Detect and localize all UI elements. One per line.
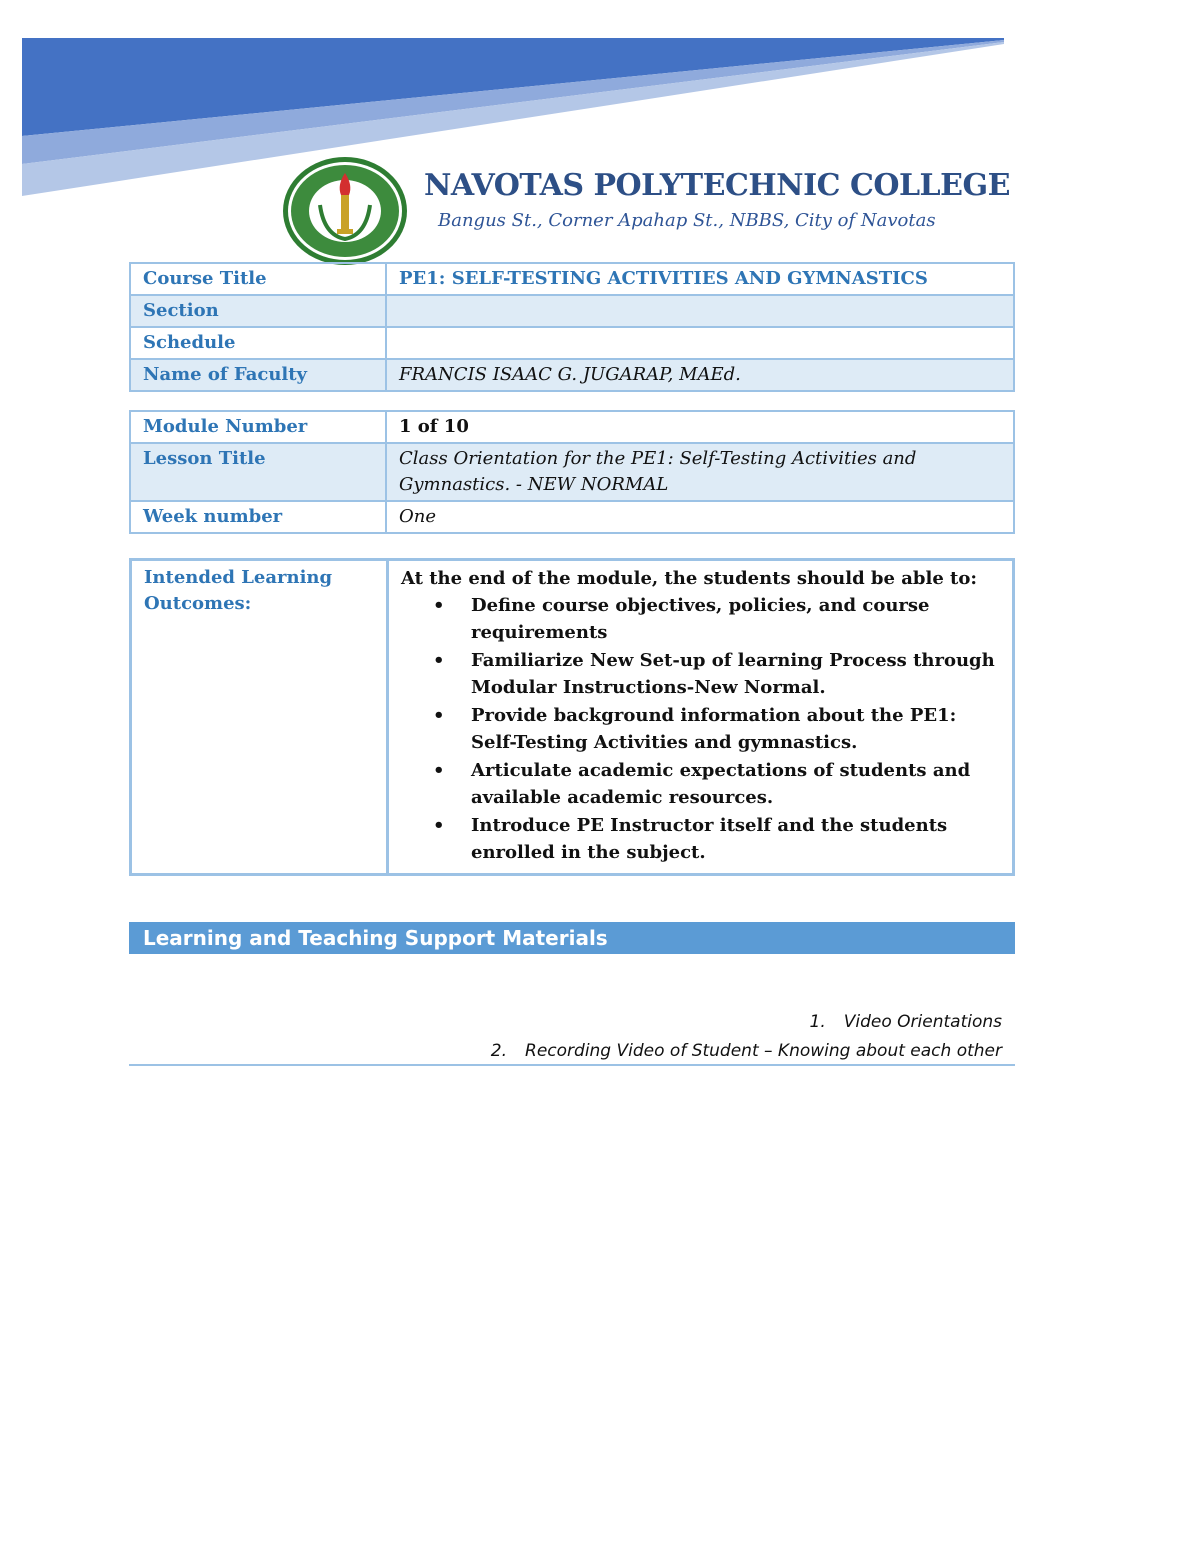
table-row [130, 295, 1014, 327]
course-title-value: PE1: SELF-TESTING ACTIVITIES AND GYMNASTICS [386, 263, 1014, 295]
schedule-label: Schedule [130, 327, 386, 359]
outcome-text: Introduce PE Instructor itself and the students enrolled in the subject. [471, 815, 948, 863]
support-materials-heading: Learning and Teaching Support Materials [129, 922, 1015, 954]
outcome-text: Familiarize New Set-up of learning Process through Modular Instructions-New Normal. [471, 650, 995, 698]
bullet-icon: • [433, 815, 445, 836]
table-row [130, 263, 1014, 295]
college-seal [280, 155, 410, 267]
outcomes-content [388, 560, 1014, 875]
list-item [491, 1037, 1002, 1066]
table-row [130, 411, 1014, 443]
lesson-title-label: Lesson Title [130, 443, 386, 501]
week-number-value: One [386, 501, 1014, 533]
course-info-table [129, 262, 1015, 392]
list-item [401, 812, 1002, 866]
outcomes-label: Intended Learning Outcomes: [131, 560, 388, 875]
lesson-title-value: Class Orientation for the PE1: Self-Testing Activities and Gymnastics. - NEW NORMAL [386, 443, 1014, 501]
divider [129, 1064, 1015, 1066]
module-number-value: 1 of 10 [386, 411, 1014, 443]
list-item [401, 592, 1002, 646]
bullet-icon: • [433, 595, 445, 616]
outcome-text: Define course objectives, policies, and course requirements [471, 595, 930, 643]
bullet-icon: • [433, 650, 445, 671]
outcomes-list [401, 592, 1002, 866]
list-item [401, 647, 1002, 701]
item-text: Video Orientations [843, 1012, 1002, 1032]
college-address: Bangus St., Corner Apahap St., NBBS, City of Navotas [438, 210, 936, 231]
college-name: NAVOTAS POLYTECHNIC COLLEGE [424, 168, 1010, 203]
item-text: Recording Video of Student – Knowing about each other [525, 1041, 1002, 1061]
table-row [130, 443, 1014, 501]
module-number-label: Module Number [130, 411, 386, 443]
week-number-label: Week number [130, 501, 386, 533]
outcome-text: Provide background information about the PE1: Self-Testing Activities and gymnastics. [471, 705, 957, 753]
bullet-icon: • [433, 760, 445, 781]
list-item [401, 757, 1002, 811]
list-item [401, 702, 1002, 756]
module-info-table [129, 410, 1015, 534]
schedule-value [386, 327, 1014, 359]
outcome-text: Articulate academic expectations of students and available academic resources. [471, 760, 971, 808]
table-row [130, 501, 1014, 533]
faculty-value: FRANCIS ISAAC G. JUGARAP, MAEd. [386, 359, 1014, 391]
course-title-label: Course Title [130, 263, 386, 295]
section-value [386, 295, 1014, 327]
list-item [491, 1008, 1002, 1037]
outcomes-intro: At the end of the module, the students should be able to: [401, 568, 977, 589]
section-label: Section [130, 295, 386, 327]
item-number: 1. [809, 1012, 826, 1032]
faculty-label: Name of Faculty [130, 359, 386, 391]
table-row [130, 327, 1014, 359]
table-row [131, 560, 1014, 875]
outcomes-table [129, 558, 1015, 876]
bullet-icon: • [433, 705, 445, 726]
item-number: 2. [490, 1041, 508, 1061]
support-materials-list [491, 1008, 1002, 1066]
table-row [130, 359, 1014, 391]
